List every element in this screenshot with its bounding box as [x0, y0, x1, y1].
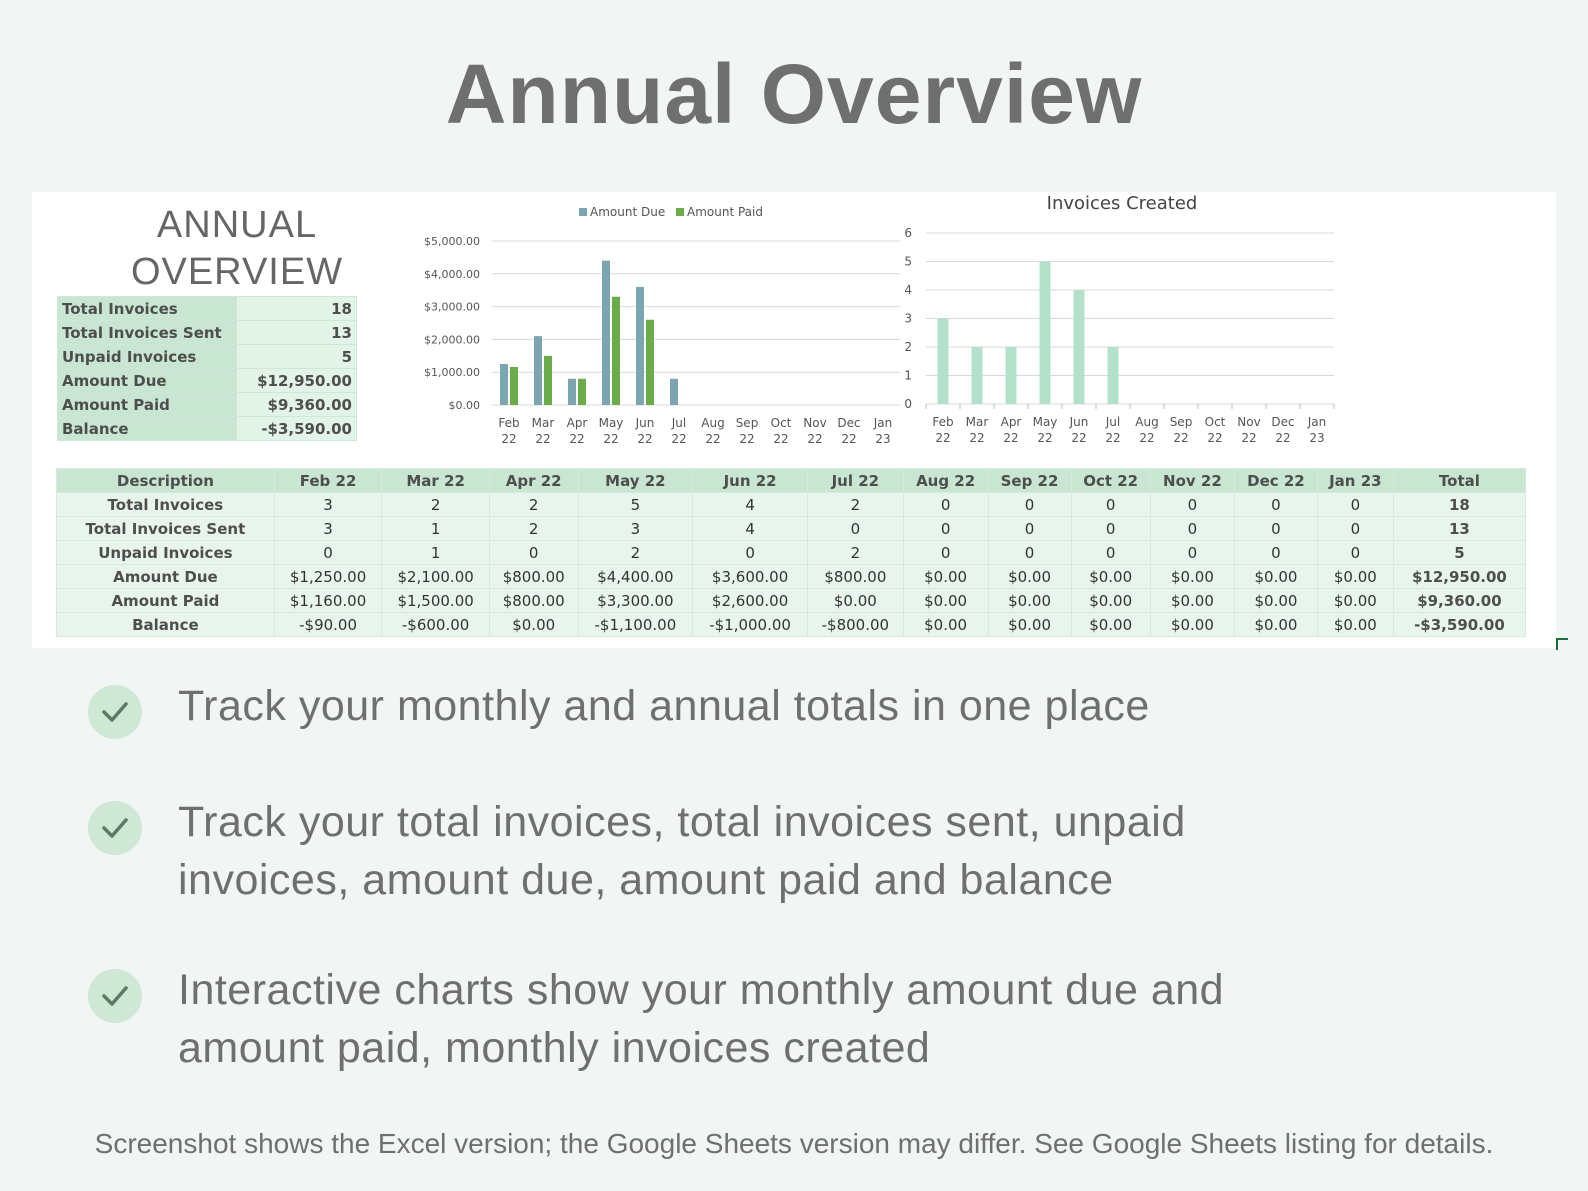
table-cell[interactable]: $0.00 [1150, 589, 1234, 613]
table-cell[interactable]: -$600.00 [382, 613, 490, 637]
legend-label: Amount Paid [687, 205, 763, 219]
table-cell[interactable]: $0.00 [903, 613, 988, 637]
table-cell[interactable]: 2 [578, 541, 693, 565]
bar [544, 356, 552, 405]
summary-label[interactable]: Total Invoices [58, 297, 237, 321]
table-cell[interactable]: $0.00 [1317, 613, 1393, 637]
table-cell[interactable]: $0.00 [903, 565, 988, 589]
page-title: Annual Overview [445, 47, 1143, 141]
sheet-title-line-1: ANNUAL [156, 204, 318, 246]
table-cell[interactable]: $0.00 [903, 589, 988, 613]
table-cell[interactable]: 0 [1071, 493, 1150, 517]
table-cell[interactable]: $800.00 [489, 589, 578, 613]
column-header[interactable]: Aug 22 [903, 469, 988, 493]
check-icon [88, 969, 142, 1023]
x-tick-label: 22 [773, 432, 789, 446]
table-cell[interactable]: $0.00 [807, 589, 903, 613]
bar [972, 347, 983, 404]
row-label-cell[interactable]: Amount Paid [57, 589, 275, 613]
y-tick-label: 4 [904, 283, 912, 297]
row-label-cell[interactable]: Unpaid Invoices [57, 541, 275, 565]
x-tick-label: 22 [1241, 431, 1257, 445]
table-cell[interactable]: 0 [1150, 541, 1234, 565]
table-cell[interactable]: 0 [988, 493, 1071, 517]
table-cell[interactable]: $1,250.00 [274, 565, 382, 589]
bar [1006, 347, 1017, 404]
table-cell[interactable]: 0 [1071, 517, 1150, 541]
table-cell[interactable]: 0 [988, 517, 1071, 541]
table-cell[interactable]: $0.00 [1150, 565, 1234, 589]
table-cell[interactable]: -$1,100.00 [578, 613, 693, 637]
table-cell[interactable]: 0 [489, 541, 578, 565]
bar [612, 297, 620, 405]
x-tick-label: Jul [1105, 415, 1121, 429]
bar [1074, 290, 1085, 404]
table-cell[interactable]: $0.00 [1235, 565, 1318, 589]
summary-label[interactable]: Amount Paid [58, 393, 237, 417]
summary-row [58, 393, 357, 417]
table-cell[interactable]: 0 [1235, 493, 1318, 517]
column-header[interactable]: May 22 [578, 469, 693, 493]
x-tick-label: Apr [566, 416, 588, 430]
summary-label[interactable]: Balance [58, 417, 237, 441]
x-tick-label: 22 [1003, 431, 1019, 445]
table-cell[interactable]: $2,600.00 [693, 589, 808, 613]
summary-row [58, 321, 357, 345]
table-cell[interactable]: $0.00 [1071, 565, 1150, 589]
x-tick-label: 22 [935, 431, 951, 445]
table-cell[interactable]: $3,300.00 [578, 589, 693, 613]
table-cell[interactable]: 0 [903, 541, 988, 565]
table-cell[interactable]: $0.00 [489, 613, 578, 637]
sheet-title [82, 202, 392, 296]
table-cell[interactable]: 0 [988, 541, 1071, 565]
table-cell[interactable]: 0 [903, 517, 988, 541]
table-row [57, 565, 1526, 589]
total-cell[interactable]: 13 [1393, 517, 1525, 541]
x-tick-label: 22 [1173, 431, 1189, 445]
table-cell[interactable]: $0.00 [1071, 613, 1150, 637]
x-tick-label: Feb [498, 416, 520, 430]
check-icon [88, 685, 142, 739]
table-cell[interactable]: 1 [382, 541, 490, 565]
bar [670, 379, 678, 405]
legend-swatch [579, 208, 587, 216]
x-tick-label: Dec [837, 416, 861, 430]
x-tick-label: Feb [932, 415, 954, 429]
x-tick-label: 22 [705, 432, 721, 446]
table-cell[interactable]: 0 [1071, 541, 1150, 565]
legend-swatch [676, 208, 684, 216]
column-header[interactable]: Apr 22 [489, 469, 578, 493]
summary-row [58, 345, 357, 369]
table-cell[interactable]: 2 [382, 493, 490, 517]
table-cell[interactable]: 2 [807, 493, 903, 517]
summary-value[interactable]: 18 [237, 297, 357, 321]
x-tick-label: 22 [671, 432, 687, 446]
summary-value[interactable]: 5 [237, 345, 357, 369]
table-cell[interactable]: 0 [1150, 493, 1234, 517]
column-header[interactable]: Jan 23 [1317, 469, 1393, 493]
x-tick-label: 22 [1275, 431, 1291, 445]
table-cell[interactable]: 0 [1317, 517, 1393, 541]
summary-label[interactable]: Total Invoices Sent [58, 321, 237, 345]
table-cell[interactable]: $0.00 [1071, 589, 1150, 613]
total-cell[interactable]: 5 [1393, 541, 1525, 565]
table-cell[interactable]: $4,400.00 [578, 565, 693, 589]
row-label-cell[interactable]: Amount Due [57, 565, 275, 589]
column-header[interactable]: Nov 22 [1150, 469, 1234, 493]
x-tick-label: 23 [1309, 431, 1325, 445]
x-tick-label: 22 [841, 432, 857, 446]
table-cell[interactable]: $0.00 [1317, 565, 1393, 589]
x-tick-label: Oct [1204, 415, 1226, 429]
sheet-title-line-2: OVERVIEW [130, 251, 344, 293]
table-cell[interactable]: $0.00 [988, 589, 1071, 613]
y-tick-label: $0.00 [448, 399, 480, 412]
table-cell[interactable]: 0 [1150, 517, 1234, 541]
table-cell[interactable]: $1,160.00 [274, 589, 382, 613]
summary-value[interactable]: $9,360.00 [237, 393, 357, 417]
row-label-cell[interactable]: Total Invoices Sent [57, 517, 275, 541]
x-tick-label: Apr [1000, 415, 1022, 429]
table-cell[interactable]: 1 [382, 517, 490, 541]
footnote: Screenshot shows the Excel version; the Google Sheets version may differ. See Google Sheets listing for details. [94, 1128, 1494, 1159]
x-tick-label: May [598, 416, 624, 430]
table-cell[interactable]: 0 [1317, 541, 1393, 565]
summary-table [57, 296, 357, 441]
column-header[interactable]: Dec 22 [1235, 469, 1318, 493]
x-tick-label: 22 [1071, 431, 1087, 445]
monthly-detail-table [56, 468, 1526, 637]
x-tick-label: Mar [965, 415, 989, 429]
total-cell[interactable]: -$3,590.00 [1393, 613, 1525, 637]
bar [534, 336, 542, 405]
feature-text: Track your monthly and annual totals in one place [178, 682, 1150, 730]
x-tick-label: 22 [1037, 431, 1053, 445]
table-cell[interactable]: 0 [274, 541, 382, 565]
y-tick-label: 2 [904, 340, 912, 354]
table-cell[interactable]: $0.00 [1235, 589, 1318, 613]
feature-text: Interactive charts show your monthly amount due and amount paid, monthly invoices created [178, 966, 1225, 1072]
column-header[interactable]: Jul 22 [807, 469, 903, 493]
amount-due-paid-chart[interactable] [380, 192, 893, 457]
bar [1040, 262, 1051, 405]
summary-value[interactable]: -$3,590.00 [237, 417, 357, 441]
legend-label: Amount Due [590, 205, 666, 219]
table-cell[interactable]: $800.00 [489, 565, 578, 589]
invoices-created-chart[interactable] [892, 192, 1392, 457]
x-tick-label: Oct [770, 416, 792, 430]
column-header[interactable]: Oct 22 [1071, 469, 1150, 493]
spreadsheet-preview [32, 192, 1556, 648]
x-tick-label: Nov [1237, 415, 1261, 429]
table-cell[interactable]: -$90.00 [274, 613, 382, 637]
x-tick-label: Jun [1069, 415, 1089, 429]
table-cell[interactable]: 0 [1235, 517, 1318, 541]
x-tick-label: Nov [803, 416, 827, 430]
table-cell[interactable]: $0.00 [988, 613, 1071, 637]
table-row [57, 493, 1526, 517]
y-tick-label: 5 [904, 254, 912, 269]
table-cell[interactable]: 3 [274, 493, 382, 517]
x-tick-label: May [1032, 415, 1058, 429]
x-tick-label: 22 [569, 432, 585, 446]
table-cell[interactable]: $0.00 [1235, 613, 1318, 637]
table-header-row [57, 469, 1526, 493]
table-cell[interactable]: 2 [489, 517, 578, 541]
summary-label[interactable]: Amount Due [58, 369, 237, 393]
y-tick-label: $2,000.00 [424, 333, 480, 347]
summary-row [58, 369, 357, 393]
table-cell[interactable]: $800.00 [807, 565, 903, 589]
x-tick-label: Aug [1135, 415, 1159, 429]
table-cell[interactable]: 2 [807, 541, 903, 565]
x-tick-label: 22 [739, 432, 755, 446]
column-header[interactable]: Jun 22 [693, 469, 808, 493]
x-tick-label: Sep [735, 416, 759, 430]
table-cell[interactable]: -$1,000.00 [693, 613, 808, 637]
x-tick-label: Jul [671, 416, 687, 430]
check-icon [88, 801, 142, 855]
bar [510, 367, 518, 405]
table-row [57, 589, 1526, 613]
table-cell[interactable]: $3,600.00 [693, 565, 808, 589]
table-cell[interactable]: 0 [1317, 493, 1393, 517]
column-header[interactable]: Total [1393, 469, 1525, 493]
bar [1108, 347, 1119, 404]
table-cell[interactable]: 3 [578, 517, 693, 541]
bar [500, 364, 508, 405]
table-row [57, 613, 1526, 637]
y-tick-label: 0 [904, 397, 912, 411]
x-tick-label: 22 [807, 432, 823, 446]
x-tick-label: Sep [1169, 415, 1193, 429]
bar [578, 379, 586, 405]
table-cell[interactable]: $0.00 [1150, 613, 1234, 637]
table-cell[interactable]: $0.00 [988, 565, 1071, 589]
table-row [57, 517, 1526, 541]
table-cell[interactable]: 3 [274, 517, 382, 541]
total-cell[interactable]: $9,360.00 [1393, 589, 1525, 613]
y-tick-label: $5,000.00 [424, 235, 480, 248]
bar [938, 319, 949, 405]
bar [636, 287, 644, 405]
column-header-description[interactable]: Description [57, 469, 275, 493]
y-tick-label: $3,000.00 [424, 300, 480, 314]
x-tick-label: 22 [501, 432, 517, 446]
table-cell[interactable]: $2,100.00 [382, 565, 490, 589]
column-header[interactable]: Feb 22 [274, 469, 382, 493]
table-cell[interactable]: 2 [489, 493, 578, 517]
x-tick-label: 22 [1105, 431, 1121, 445]
y-tick-label: 3 [904, 311, 912, 326]
y-tick-label: $4,000.00 [424, 267, 480, 281]
column-header[interactable]: Sep 22 [988, 469, 1071, 493]
cell-selection-handle[interactable] [1556, 638, 1568, 650]
x-tick-label: 22 [603, 432, 619, 446]
summary-row [58, 417, 357, 441]
bar [602, 261, 610, 405]
x-tick-label: Jan [1307, 415, 1327, 429]
y-tick-label: 6 [904, 226, 912, 240]
table-cell[interactable]: 5 [578, 493, 693, 517]
table-row [57, 541, 1526, 565]
x-tick-label: 22 [1139, 431, 1155, 445]
row-label-cell[interactable]: Balance [57, 613, 275, 637]
x-tick-label: 23 [875, 432, 891, 446]
summary-row [58, 297, 357, 321]
y-tick-label: 1 [904, 368, 912, 383]
column-header[interactable]: Mar 22 [382, 469, 490, 493]
x-tick-label: 22 [637, 432, 653, 446]
x-tick-label: 22 [969, 431, 985, 445]
table-cell[interactable]: 4 [693, 517, 808, 541]
total-cell[interactable]: $12,950.00 [1393, 565, 1525, 589]
table-cell[interactable]: 0 [1235, 541, 1318, 565]
table-cell[interactable]: 0 [903, 493, 988, 517]
table-cell[interactable]: $1,500.00 [382, 589, 490, 613]
x-tick-label: Jun [635, 416, 655, 430]
chart-title: Invoices Created [1046, 193, 1198, 214]
x-tick-label: 22 [1207, 431, 1223, 445]
table-cell[interactable]: 0 [807, 517, 903, 541]
x-tick-label: 22 [535, 432, 551, 446]
x-tick-label: Jan [873, 416, 893, 430]
table-cell[interactable]: 0 [693, 541, 808, 565]
x-tick-label: Aug [701, 416, 725, 430]
table-cell[interactable]: 4 [693, 493, 808, 517]
feature-text: Track your total invoices, total invoices sent, unpaid invoices, amount due, amount paid and balance [178, 798, 1186, 904]
bar [646, 320, 654, 405]
table-cell[interactable]: $0.00 [1317, 589, 1393, 613]
x-tick-label: Mar [531, 416, 555, 430]
row-label-cell[interactable]: Total Invoices [57, 493, 275, 517]
summary-value[interactable]: 13 [237, 321, 357, 345]
bar [568, 379, 576, 405]
table-cell[interactable]: -$800.00 [807, 613, 903, 637]
summary-label[interactable]: Unpaid Invoices [58, 345, 237, 369]
y-tick-label: $1,000.00 [424, 366, 480, 380]
total-cell[interactable]: 18 [1393, 493, 1525, 517]
x-tick-label: Dec [1271, 415, 1295, 429]
summary-value[interactable]: $12,950.00 [237, 369, 357, 393]
